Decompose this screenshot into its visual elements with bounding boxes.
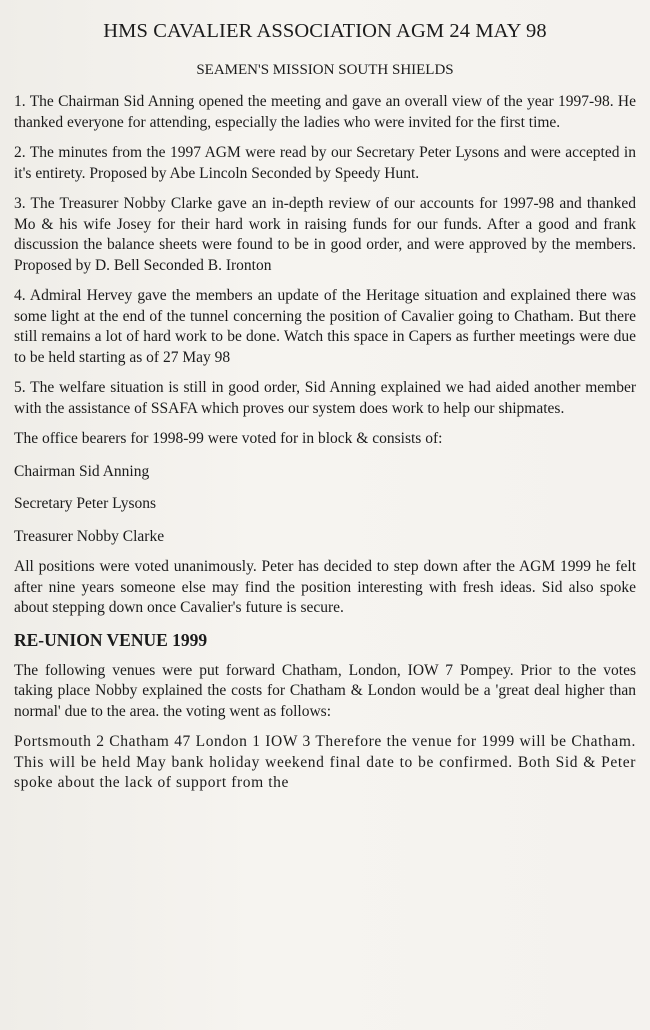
paragraph-5: 5. The welfare situation is still in good order, Sid Anning explained we had aided another member with the assistance of SSAFA which proves our system does work to help our shipmates.	[14, 379, 636, 417]
voting-results-paragraph: Portsmouth 2 Chatham 47 London 1 IOW 3 Therefore the venue for 1999 will be Chatham. This will be held May bank holiday weekend final date to be confirmed. Both Sid & Peter spoke about the lack of support from the	[14, 733, 636, 791]
officer-treasurer: Treasurer Nobby Clarke	[14, 527, 165, 545]
paragraph-2: 2. The minutes from the 1997 AGM were read by our Secretary Peter Lysons and were accepted in it's entirety. Proposed by Abe Lincoln Seconded by Speedy Hunt.	[14, 144, 636, 182]
paragraph-1: 1. The Chairman Sid Anning opened the meeting and gave an overall view of the year 1997-98. He thanked everyone for attending, especially the ladies who were invited for the first time.	[14, 93, 636, 131]
officer-chairman: Chairman Sid Anning	[14, 462, 150, 480]
reunion-heading: RE-UNION VENUE 1999	[14, 629, 208, 650]
venues-paragraph: The following venues were put forward Chatham, London, IOW 7 Pompey. Prior to the votes taking place Nobby explained the costs for Chatham & London would be a 'great deal higher than normal' due to the area. the voting went as follows:	[14, 661, 636, 720]
document-title: HMS CAVALIER ASSOCIATION AGM 24 MAY 98	[103, 20, 547, 42]
paragraph-4: 4. Admiral Hervey gave the members an update of the Heritage situation and explained there was some light at the end of the tunnel concerning the position of Cavalier going to Chatham. But there still remains a lot of hard work to be done. Watch this space in Capers as further meetings were due to be held starting as of 27 May 98	[14, 287, 636, 366]
paragraph-3: 3. The Treasurer Nobby Clarke gave an in-depth review of our accounts for 1997-98 and thanked Mo & his wife Josey for their hard work in raising funds for our funds. After a good and frank discussion the balance sheets were found to be in good order, and were approved by the members. Proposed by D. Bell Seconded B. Ironton	[14, 195, 636, 274]
document-subtitle: SEAMEN'S MISSION SOUTH SHIELDS	[196, 62, 454, 78]
officer-secretary: Secretary Peter Lysons	[14, 495, 157, 512]
office-bearers-intro: The office bearers for 1998-99 were voted for in block & consists of:	[14, 430, 443, 447]
positions-paragraph: All positions were voted unanimously. Peter has decided to step down after the AGM 1999 he felt after nine years someone else may find the position interesting with fresh ideas. Sid also spoke about stepping down once Cavalier's future is secure.	[14, 558, 636, 616]
